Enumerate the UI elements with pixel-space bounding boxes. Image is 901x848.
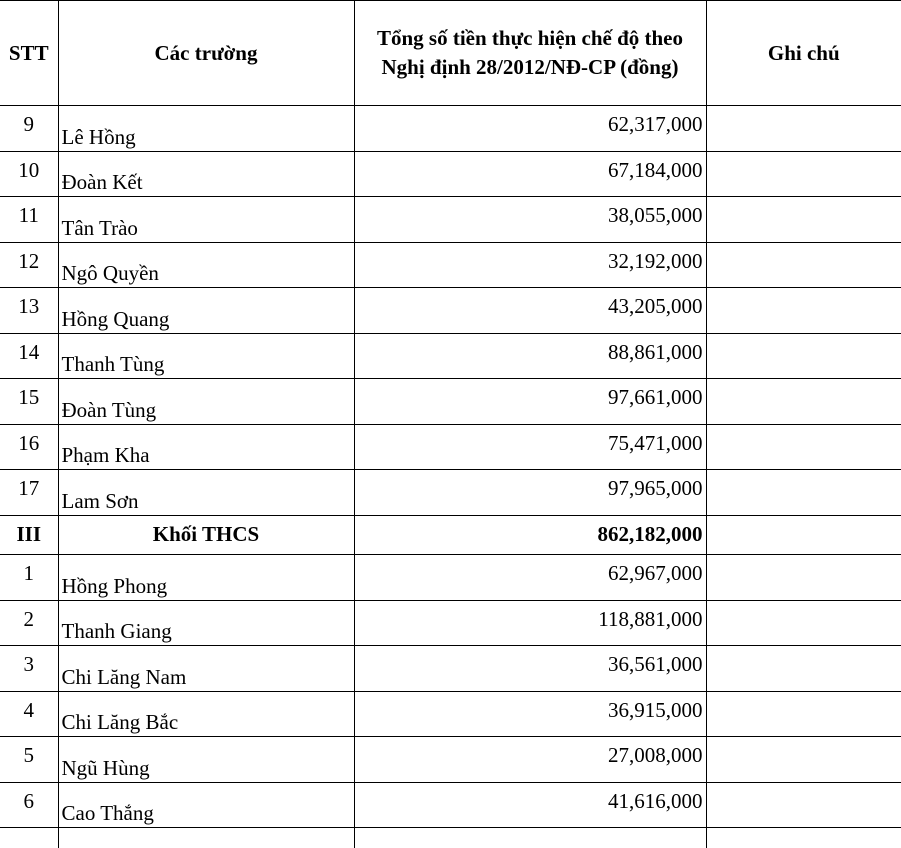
row-note	[706, 333, 901, 379]
row-note	[706, 197, 901, 243]
partial-cell	[354, 828, 706, 848]
row-stt: 2	[0, 600, 58, 646]
row-amount: 88,861,000	[354, 333, 706, 379]
row-stt: 4	[0, 691, 58, 737]
row-stt: 11	[0, 197, 58, 243]
row-stt: 3	[0, 646, 58, 692]
row-stt: 5	[0, 737, 58, 783]
row-stt: 17	[0, 470, 58, 516]
row-amount: 62,967,000	[354, 555, 706, 601]
row-amount: 32,192,000	[354, 242, 706, 288]
table-row	[0, 691, 901, 737]
row-school-name: Đoàn Kết	[58, 151, 354, 197]
row-school-name: Tân Trào	[58, 197, 354, 243]
row-amount: 97,965,000	[354, 470, 706, 516]
row-note	[706, 691, 901, 737]
row-amount: 43,205,000	[354, 288, 706, 334]
row-note	[706, 379, 901, 425]
table-row	[0, 782, 901, 828]
row-stt: III	[0, 515, 58, 555]
table-row	[0, 600, 901, 646]
row-school-name: Cao Thắng	[58, 782, 354, 828]
row-note	[706, 515, 901, 555]
header-note: Ghi chú	[706, 1, 901, 106]
table-row	[0, 288, 901, 334]
row-note	[706, 106, 901, 152]
row-stt: 1	[0, 555, 58, 601]
header-stt: STT	[0, 1, 58, 106]
row-stt: 9	[0, 106, 58, 152]
table-row	[0, 555, 901, 601]
row-stt: 13	[0, 288, 58, 334]
row-school-name: Thanh Giang	[58, 600, 354, 646]
row-note	[706, 424, 901, 470]
table-header-row	[0, 1, 901, 106]
row-school-name: Thanh Tùng	[58, 333, 354, 379]
row-stt: 15	[0, 379, 58, 425]
row-amount: 38,055,000	[354, 197, 706, 243]
row-amount: 862,182,000	[354, 515, 706, 555]
table-row	[0, 646, 901, 692]
partial-cell	[58, 828, 354, 848]
row-school-name: Lam Sơn	[58, 470, 354, 516]
row-amount: 75,471,000	[354, 424, 706, 470]
row-school-name: Phạm Kha	[58, 424, 354, 470]
row-school-name: Ngũ Hùng	[58, 737, 354, 783]
table-row	[0, 242, 901, 288]
row-note	[706, 242, 901, 288]
table-group-row	[0, 515, 901, 555]
row-note	[706, 600, 901, 646]
table-row	[0, 424, 901, 470]
table-row	[0, 151, 901, 197]
row-school-name: Hồng Quang	[58, 288, 354, 334]
row-amount: 36,561,000	[354, 646, 706, 692]
table-row-partial	[0, 828, 901, 848]
row-school-name: Khối THCS	[58, 515, 354, 555]
table-row	[0, 106, 901, 152]
row-school-name: Hồng Phong	[58, 555, 354, 601]
table-row	[0, 737, 901, 783]
row-amount: 118,881,000	[354, 600, 706, 646]
row-note	[706, 737, 901, 783]
row-stt: 14	[0, 333, 58, 379]
row-note	[706, 470, 901, 516]
row-stt: 10	[0, 151, 58, 197]
table-row	[0, 470, 901, 516]
row-amount: 67,184,000	[354, 151, 706, 197]
row-amount: 36,915,000	[354, 691, 706, 737]
row-stt: 6	[0, 782, 58, 828]
partial-cell	[0, 828, 58, 848]
table-row	[0, 333, 901, 379]
row-stt: 12	[0, 242, 58, 288]
row-amount: 27,008,000	[354, 737, 706, 783]
row-school-name: Chi Lăng Bắc	[58, 691, 354, 737]
partial-cell	[706, 828, 901, 848]
table-body	[0, 106, 901, 848]
table-row	[0, 379, 901, 425]
header-school: Các trường	[58, 1, 354, 106]
row-note	[706, 782, 901, 828]
row-amount: 41,616,000	[354, 782, 706, 828]
row-school-name: Đoàn Tùng	[58, 379, 354, 425]
row-note	[706, 646, 901, 692]
row-school-name: Ngô Quyền	[58, 242, 354, 288]
row-note	[706, 151, 901, 197]
row-note	[706, 555, 901, 601]
row-school-name: Chi Lăng Nam	[58, 646, 354, 692]
row-stt: 16	[0, 424, 58, 470]
row-amount: 62,317,000	[354, 106, 706, 152]
row-school-name: Lê Hồng	[58, 106, 354, 152]
header-amount: Tổng số tiền thực hiện chế độ theo Nghị định 28/2012/NĐ-CP (đồng)	[354, 1, 706, 106]
table-row	[0, 197, 901, 243]
row-note	[706, 288, 901, 334]
row-amount: 97,661,000	[354, 379, 706, 425]
